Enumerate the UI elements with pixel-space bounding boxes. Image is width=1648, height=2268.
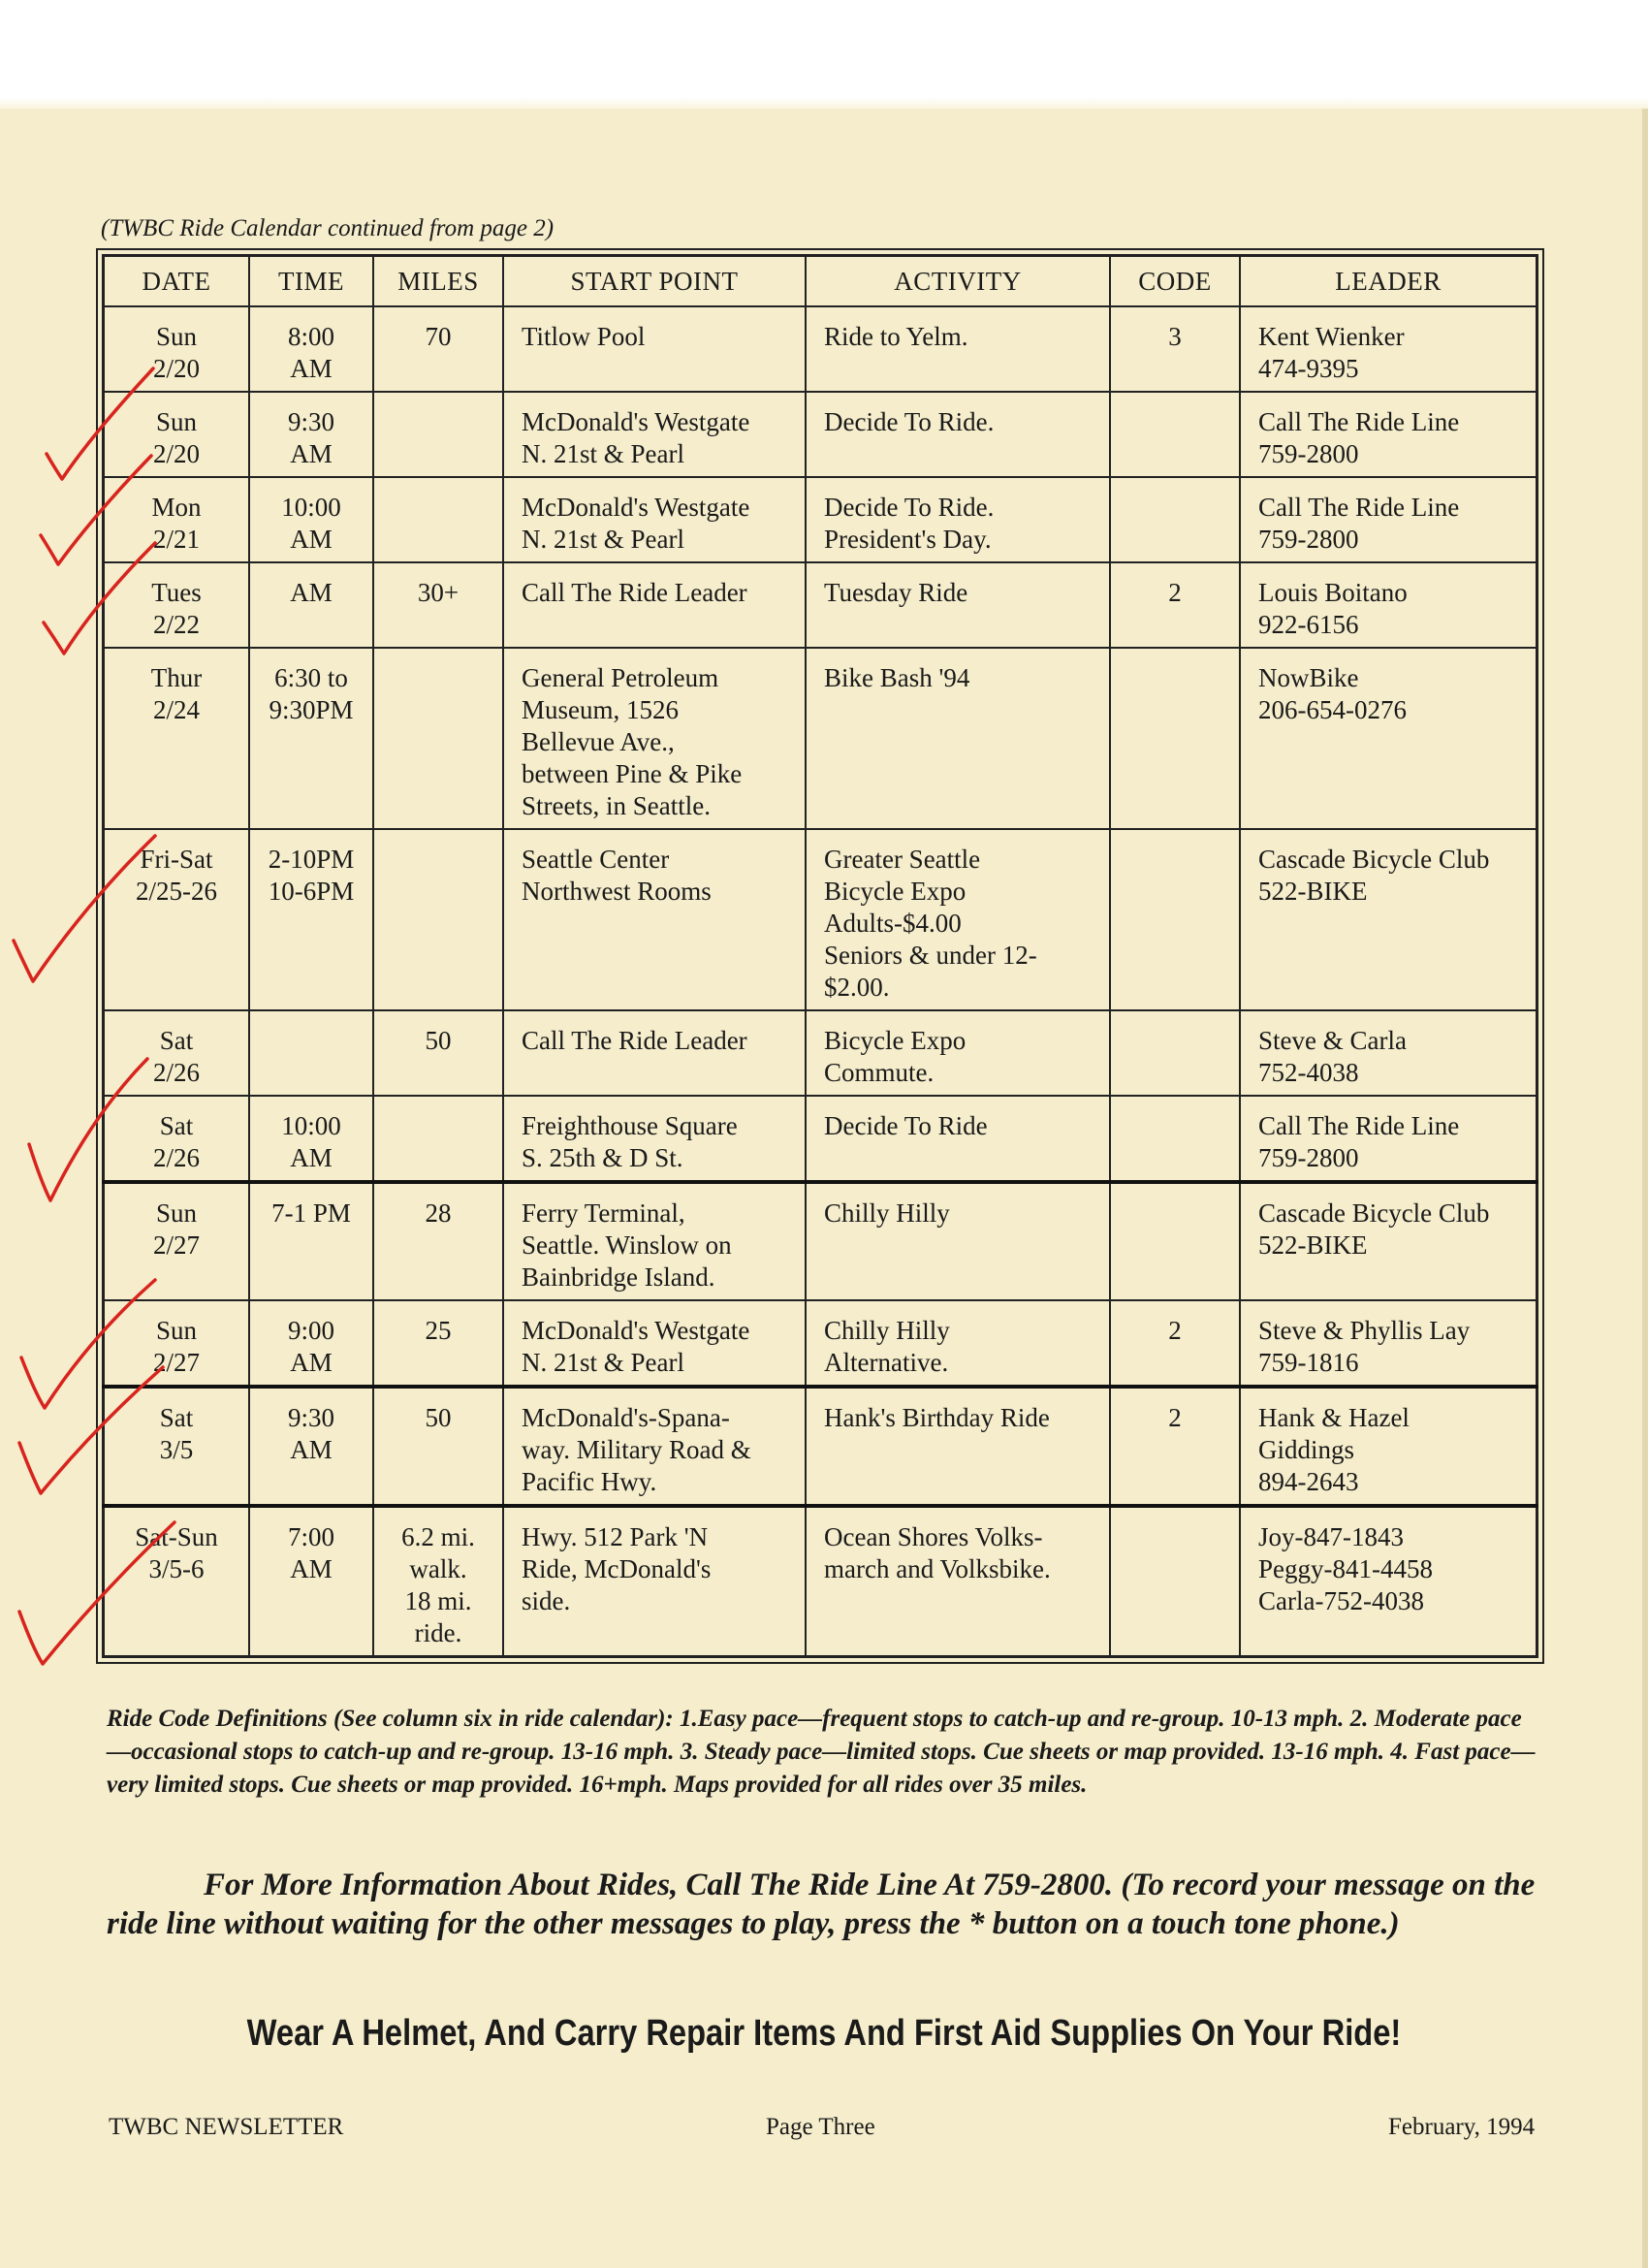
ride-line-info [107, 1866, 1551, 1943]
cell-activity [806, 1300, 1110, 1387]
cell-leader [1240, 1010, 1537, 1096]
cell-leader [1240, 648, 1537, 829]
cell-code [1110, 1182, 1240, 1300]
cell-start [503, 1300, 806, 1387]
cell-date [104, 829, 250, 1010]
cell-date-text: Sun 2/27 [152, 1198, 200, 1260]
cell-time [249, 306, 373, 392]
column-header-code: CODE [1110, 256, 1240, 307]
table-row [104, 829, 1537, 1010]
cell-code-text: 3 [1168, 322, 1182, 351]
helmet-reminder: Wear A Helmet, And Carry Repair Items And First Aid Supplies On Your Ride! [246, 2013, 1402, 2054]
cell-miles [373, 477, 503, 562]
cell-activity-text: Ride to Yelm. [824, 322, 968, 351]
cell-leader-text: Call The Ride Line 759-2800 [1258, 493, 1460, 554]
cell-activity [806, 306, 1110, 392]
cell-code [1110, 1010, 1240, 1096]
cell-miles [373, 1096, 503, 1182]
column-header-time: TIME [249, 256, 373, 307]
column-header-leader: LEADER [1240, 256, 1537, 307]
footer-page-number: Page Three [766, 2114, 875, 2140]
cell-miles [373, 562, 503, 648]
cell-miles [373, 1506, 503, 1657]
cell-activity [806, 392, 1110, 477]
cell-start-text: McDonald's Westgate N. 21st & Pearl [522, 407, 750, 468]
cell-date-text: Sat 2/26 [152, 1026, 200, 1087]
table-row [104, 1387, 1537, 1506]
cell-date [104, 562, 250, 648]
footer-date: February, 1994 [1388, 2114, 1536, 2140]
table-row [104, 562, 1537, 648]
table-row [104, 477, 1537, 562]
cell-time-text: 9:30 AM [287, 1403, 334, 1464]
cell-start-text: Call The Ride Leader [522, 578, 747, 607]
table-row [104, 1506, 1537, 1657]
cell-code-text: 2 [1168, 1316, 1182, 1345]
cell-start-text: Ferry Terminal, Seattle. Winslow on Bainbridge Island. [522, 1198, 732, 1292]
cell-activity [806, 1182, 1110, 1300]
cell-miles [373, 392, 503, 477]
cell-activity-text: Greater Seattle Bicycle Expo Adults-$4.00 Seniors & under 12- $2.00. [824, 845, 1037, 1002]
cell-leader-text: Cascade Bicycle Club 522-BIKE [1258, 1198, 1490, 1260]
cell-time-text: 2-10PM 10-6PM [268, 845, 355, 906]
cell-miles-text: 50 [425, 1403, 452, 1432]
cell-code-text: 2 [1168, 578, 1182, 607]
cell-start [503, 1506, 806, 1657]
cell-date-text: Mon 2/21 [151, 493, 202, 554]
cell-time-text: 8:00 AM [287, 322, 334, 383]
cell-activity [806, 1506, 1110, 1657]
ride-code-definitions: Ride Code Definitions (See column six in ride calendar): 1.Easy pace—frequent stops to catch-up and re-group. 10-13 mph. 2. Moderate pace—occasional stops to catch-up and re-group. 13-16 mph. 3. Steady pace—limited stops. Cue sheets or map provided. 13-16 mph. 4. Fast pace—very limited stops. Cue sheets or map provided. 16+mph. Maps provided for all rides over 35 miles. [107, 1706, 1536, 1798]
cell-date-text: Sun 2/27 [152, 1316, 200, 1377]
cell-leader-text: NowBike 206-654-0276 [1258, 663, 1407, 724]
cell-time-text: 10:00 AM [281, 1111, 341, 1172]
scan-background [0, 0, 1648, 114]
cell-leader-text: Louis Boitano 922-6156 [1258, 578, 1408, 639]
cell-miles-text: 30+ [417, 578, 460, 607]
cell-code [1110, 1506, 1240, 1657]
table-row [104, 648, 1537, 829]
cell-leader [1240, 1096, 1537, 1182]
footer-newsletter-name: TWBC NEWSLETTER [109, 2114, 344, 2140]
cell-code [1110, 477, 1240, 562]
cell-start [503, 306, 806, 392]
cell-time [249, 562, 373, 648]
cell-miles [373, 829, 503, 1010]
cell-leader [1240, 392, 1537, 477]
cell-code-text: 2 [1168, 1403, 1182, 1432]
cell-start-text: McDonald's Westgate N. 21st & Pearl [522, 493, 750, 554]
cell-code [1110, 562, 1240, 648]
cell-leader-text: Kent Wienker 474-9395 [1258, 322, 1405, 383]
cell-date [104, 1387, 250, 1506]
cell-activity-text: Decide To Ride [824, 1111, 988, 1140]
table-row [104, 1010, 1537, 1096]
table-row [104, 1182, 1537, 1300]
cell-start-text: McDonald's-Spana- way. Military Road & Pacific Hwy. [522, 1403, 751, 1496]
cell-leader-text: Hank & Hazel Giddings 894-2643 [1258, 1403, 1410, 1496]
cell-activity-text: Chilly Hilly Alternative. [824, 1316, 950, 1377]
cell-time-text: AM [290, 578, 333, 607]
cell-time [249, 1506, 373, 1657]
cell-time [249, 1096, 373, 1182]
cell-activity-text: Ocean Shores Volks- march and Volksbike. [824, 1522, 1051, 1583]
ride-rows [104, 306, 1537, 1657]
cell-start [503, 477, 806, 562]
cell-time [249, 392, 373, 477]
cell-start [503, 1096, 806, 1182]
cell-activity-text: Decide To Ride. President's Day. [824, 493, 995, 554]
cell-leader [1240, 829, 1537, 1010]
cell-activity [806, 477, 1110, 562]
cell-code [1110, 306, 1240, 392]
cell-date [104, 648, 250, 829]
cell-activity-text: Decide To Ride. [824, 407, 995, 436]
cell-activity-text: Bicycle Expo Commute. [824, 1026, 967, 1087]
cell-leader-text: Call The Ride Line 759-2800 [1258, 1111, 1460, 1172]
cell-start [503, 1010, 806, 1096]
table-row [104, 306, 1537, 392]
table-header-row [104, 256, 1537, 307]
column-header-activity: ACTIVITY [806, 256, 1110, 307]
cell-time-text: 6:30 to 9:30PM [269, 663, 354, 724]
table-row [104, 1300, 1537, 1387]
cell-start-text: Titlow Pool [522, 322, 646, 351]
cell-time-text: 9:00 AM [287, 1316, 334, 1377]
cell-miles-text: 6.2 mi. walk. 18 mi. ride. [401, 1522, 475, 1647]
cell-activity-text: Chilly Hilly [824, 1198, 950, 1228]
cell-activity [806, 1387, 1110, 1506]
cell-miles-text: 70 [425, 322, 452, 351]
cell-code [1110, 392, 1240, 477]
cell-leader [1240, 1182, 1537, 1300]
column-header-start-point: START POINT [503, 256, 806, 307]
cell-code [1110, 1096, 1240, 1182]
cell-leader [1240, 1300, 1537, 1387]
cell-leader [1240, 306, 1537, 392]
cell-start-text: Hwy. 512 Park 'N Ride, McDonald's side. [522, 1522, 712, 1615]
cell-activity [806, 562, 1110, 648]
cell-start-text: General Petroleum Museum, 1526 Bellevue Ave., between Pine & Pike Streets, in Seattle. [522, 663, 743, 820]
cell-miles [373, 306, 503, 392]
cell-leader [1240, 477, 1537, 562]
cell-date-text: Sat-Sun 3/5-6 [135, 1522, 218, 1583]
cell-miles [373, 1300, 503, 1387]
cell-start-text: Freighthouse Square S. 25th & D St. [522, 1111, 738, 1172]
cell-date [104, 1300, 250, 1387]
cell-time [249, 1010, 373, 1096]
cell-start [503, 1387, 806, 1506]
cell-miles-text: 28 [425, 1198, 452, 1228]
cell-time [249, 477, 373, 562]
cell-time-text: 9:30 AM [287, 407, 334, 468]
cell-miles-text: 50 [425, 1026, 452, 1055]
cell-date-text: Sun 2/20 [152, 322, 200, 383]
cell-time [249, 1182, 373, 1300]
ride-line-info-text: For More Information About Rides, Call The Ride Line At 759-2800. (To record your message on the ride line without waiting for the other messages to play, press the * button on a touch tone phone.) [107, 1868, 1536, 1941]
cell-miles [373, 648, 503, 829]
cell-time [249, 829, 373, 1010]
cell-date-text: Thur 2/24 [150, 663, 203, 724]
cell-date-text: Sat 2/26 [152, 1111, 200, 1172]
cell-time [249, 1300, 373, 1387]
table-row [104, 1096, 1537, 1182]
cell-time [249, 1387, 373, 1506]
cell-leader-text: Joy-847-1843 Peggy-841-4458 Carla-752-4038 [1258, 1522, 1433, 1615]
cell-activity-text: Bike Bash '94 [824, 663, 970, 692]
cell-start-text: McDonald's Westgate N. 21st & Pearl [522, 1316, 750, 1377]
cell-miles [373, 1010, 503, 1096]
cell-activity-text: Tuesday Ride [824, 578, 968, 607]
cell-date-text: Sun 2/20 [152, 407, 200, 468]
cell-leader-text: Call The Ride Line 759-2800 [1258, 407, 1460, 468]
cell-code [1110, 1387, 1240, 1506]
cell-time-text: 7:00 AM [287, 1522, 334, 1583]
cell-date [104, 1010, 250, 1096]
cell-leader [1240, 1506, 1537, 1657]
cell-start-text: Call The Ride Leader [522, 1026, 747, 1055]
cell-leader [1240, 562, 1537, 648]
cell-start [503, 562, 806, 648]
cell-time-text: 7-1 PM [271, 1198, 351, 1228]
cell-date-text: Tues 2/22 [151, 578, 202, 639]
cell-leader-text: Steve & Carla 752-4038 [1258, 1026, 1407, 1087]
cell-code [1110, 648, 1240, 829]
cell-date [104, 306, 250, 392]
cell-start [503, 648, 806, 829]
cell-activity [806, 648, 1110, 829]
cell-date [104, 392, 250, 477]
cell-date-text: Fri-Sat 2/25-26 [136, 845, 217, 906]
cell-leader-text: Cascade Bicycle Club 522-BIKE [1258, 845, 1490, 906]
cell-date [104, 477, 250, 562]
cell-activity [806, 1010, 1110, 1096]
cell-code [1110, 829, 1240, 1010]
cell-leader [1240, 1387, 1537, 1506]
cell-start [503, 829, 806, 1010]
cell-start-text: Seattle Center Northwest Rooms [522, 845, 712, 906]
cell-time [249, 648, 373, 829]
cell-leader-text: Steve & Phyllis Lay 759-1816 [1258, 1316, 1471, 1377]
cell-date [104, 1182, 250, 1300]
cell-activity [806, 829, 1110, 1010]
cell-miles [373, 1387, 503, 1506]
cell-date [104, 1506, 250, 1657]
cell-activity-text: Hank's Birthday Ride [824, 1403, 1050, 1432]
cell-start [503, 1182, 806, 1300]
cell-code [1110, 1300, 1240, 1387]
cell-miles-text: 25 [425, 1316, 452, 1345]
column-header-miles: MILES [373, 256, 503, 307]
column-header-date: DATE [104, 256, 250, 307]
ride-calendar-table [102, 254, 1538, 1658]
table-row [104, 392, 1537, 477]
cell-start [503, 392, 806, 477]
cell-date [104, 1096, 250, 1182]
cell-activity [806, 1096, 1110, 1182]
cell-date-text: Sat 3/5 [159, 1403, 194, 1464]
page-edge [1642, 109, 1648, 2268]
continued-note: (TWBC Ride Calendar continued from page 2) [101, 215, 555, 241]
cell-time-text: 10:00 AM [281, 493, 341, 554]
cell-miles [373, 1182, 503, 1300]
